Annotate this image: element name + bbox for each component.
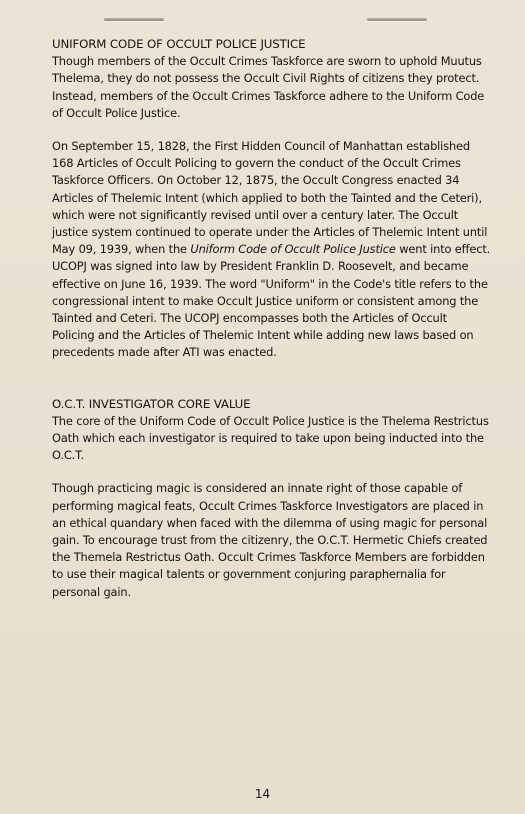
paragraph-spacer bbox=[52, 464, 492, 480]
section-heading-ucopj: UNIFORM CODE OF OCCULT POLICE JUSTICE bbox=[52, 37, 306, 51]
section-spacer bbox=[52, 362, 492, 396]
paragraph-history-part2: went into effect. UCOPJ was signed into law by President Franklin D. Roosevelt, and became effective on June 16, 1939. The word "Uniform" in the Code's title refers to the congressional intent to make Occult Justice uniform or consistent among the Tainted and Ceteri. The UCOPJ encompasses both the Articles of Occult Policing and the Articles of Thelemic Intent while adding new laws based on precedents made after ATI was enacted. bbox=[52, 242, 491, 360]
page-number: 14 bbox=[254, 787, 271, 801]
page-content bbox=[52, 36, 492, 601]
paragraph-core-value: The core of the Uniform Code of Occult Police Justice is the Thelema Restrictus Oath which each investigator is required to take upon being inducted into the O.C.T. bbox=[52, 413, 489, 463]
paragraph-intro: Though members of the Occult Crimes Taskforce are sworn to uphold Muutus Thelema, they do not possess the Occult Civil Rights of citizens they protect. Instead, members of the Occult Crimes Taskforce adhere to the Uniform Code of Occult Police Justice. bbox=[52, 54, 485, 120]
paragraph-oath: Though practicing magic is considered an innate right of those capable of performing magical feats, Occult Crimes Taskforce Investigators are placed in an ethical quandary when faced with the dilemma of using magic for personal gain. To encourage trust from the citizenry, the O.C.T. Hermetic Chiefs created the Themela Restrictus Oath. Occult Crimes Taskforce Members are forbidden to use their magical talents or government conjuring paraphernalia for personal gain. bbox=[52, 481, 488, 599]
paragraph-history-part1: On September 15, 1828, the First Hidden Council of Manhattan established 168 Articles of Occult Policing to govern the conduct of the Occult Crimes Taskforce Officers. On October 12, 1875, the Occult Congress enacted 34 Articles of Thelemic Intent (which applied to both the Tainted and the Ceteri), which were not significantly revised until over a century later. The Occult justice system continued to operate under the Articles of Thelemic Intent until May 09, 1939, when the bbox=[52, 139, 488, 257]
section-heading-core-value: O.C.T. INVESTIGATOR CORE VALUE bbox=[52, 396, 251, 411]
staple-right bbox=[367, 18, 427, 21]
paragraph-spacer bbox=[52, 122, 492, 138]
paragraph-history bbox=[52, 138, 492, 362]
staple-left bbox=[104, 18, 164, 21]
code-title-italic: Uniform Code of Occult Police Justice bbox=[190, 242, 396, 257]
